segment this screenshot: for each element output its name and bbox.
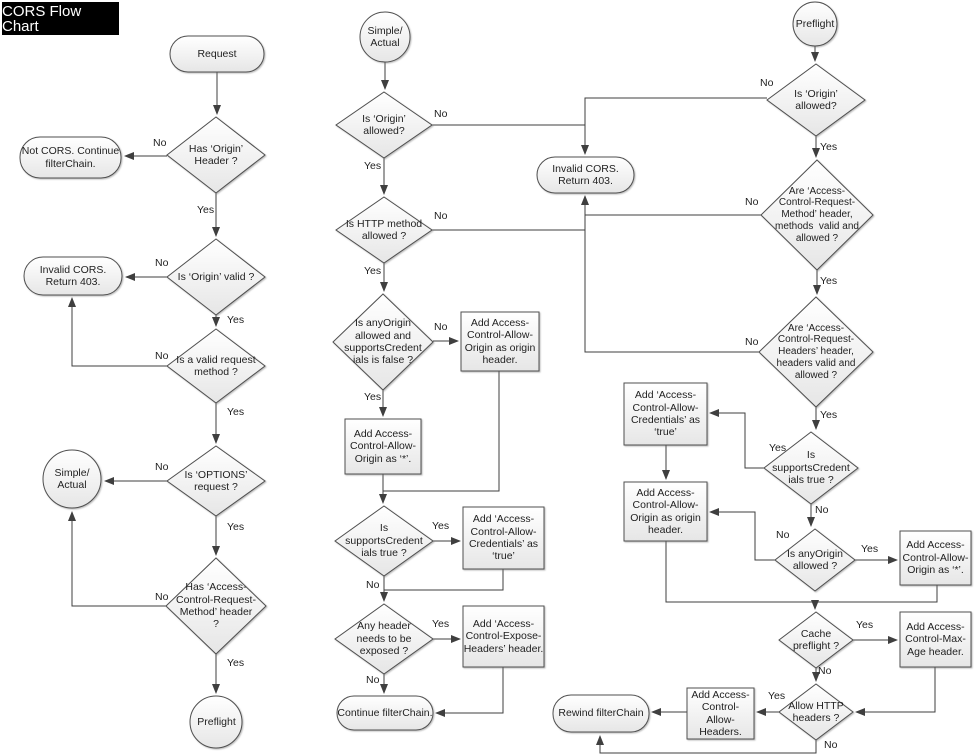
node-origin-allowed-mid: Is ‘Origin’ allowed? xyxy=(362,112,406,137)
node-options-request: Is ‘OPTIONS’ request ? xyxy=(184,468,248,493)
shape-not-cors-terminator xyxy=(20,137,121,178)
shape-rewind-filterchain-terminator xyxy=(553,695,649,732)
shape-http-allowed-diamond xyxy=(336,197,432,263)
node-not-cors: Not CORS. Continue filterChain. xyxy=(21,145,120,170)
shape-add-origin-header-box-right xyxy=(624,482,707,541)
shape-has-acrm-diamond xyxy=(166,558,266,654)
node-simple-actual-left: Simple/ Actual xyxy=(54,466,90,491)
node-invalid-cors-left: Invalid CORS. Return 403. xyxy=(39,263,107,288)
node-acrm-valid: Are ‘Access- Control-Request- Method’ header, methods valid and allowed ? xyxy=(775,185,859,244)
edge-label-no: No xyxy=(745,196,759,208)
shape-anyorigin-credentials-diamond xyxy=(333,294,433,390)
shape-add-credentials-box-mid xyxy=(463,507,544,569)
edge-label-yes: Yes xyxy=(820,141,838,153)
edge-label-no: No xyxy=(366,674,380,686)
edge-label-yes: Yes xyxy=(227,521,245,533)
shape-options-request-diamond xyxy=(167,446,265,516)
shape-invalid-cors-terminator-mid xyxy=(537,157,634,193)
edge-label-no: No xyxy=(153,137,167,149)
edge-label-yes: Yes xyxy=(364,265,382,277)
edge-label-no: No xyxy=(824,739,838,751)
edge-label-no: No xyxy=(434,321,448,333)
node-preflight-right: Preflight xyxy=(795,17,835,30)
shape-layer xyxy=(20,2,971,748)
shape-add-expose-headers-box xyxy=(463,606,544,667)
shape-invalid-cors-terminator-left xyxy=(24,257,122,295)
node-has-origin-header: Has ‘Origin’ Header ? xyxy=(188,142,244,167)
edge-label-no: No xyxy=(434,108,448,120)
edge-label-yes: Yes xyxy=(432,618,450,630)
node-http-allowed: Is HTTP method allowed ? xyxy=(345,217,423,242)
edge-label-no: No xyxy=(818,665,832,677)
node-anyorigin-credentials: Is anyOrigin allowed and supportsCredent ials is false ? xyxy=(344,317,422,367)
node-add-expose-headers: Add ‘Access- Control-Expose- Headers’ header. xyxy=(463,617,544,655)
node-add-origin-header-mid: Add Access- Control-Allow- Origin as origin header. xyxy=(464,316,536,366)
shape-supports-credentials-diamond-mid xyxy=(335,506,433,576)
shape-has-origin-diamond xyxy=(167,117,265,193)
edge-label-yes: Yes xyxy=(227,314,245,326)
node-origin-allowed-right: Is ‘Origin’ allowed? xyxy=(794,87,838,112)
node-valid-method: Is a valid request method ? xyxy=(176,353,256,378)
node-continue-filterchain: Continue filterChain. xyxy=(337,706,433,719)
shape-preflight-circle-left xyxy=(190,696,242,748)
shape-add-origin-star-box-mid xyxy=(345,419,421,474)
node-origin-valid: Is ‘Origin’ valid ? xyxy=(177,270,255,283)
shape-acrm-valid-diamond xyxy=(761,160,873,270)
edge-label-yes: Yes xyxy=(820,275,838,287)
node-add-origin-star-mid: Add Access- Control-Allow- Origin as ‘*’. xyxy=(350,427,416,465)
shape-origin-allowed-diamond-mid xyxy=(336,92,432,158)
edge-label-no: No xyxy=(776,529,790,541)
edge-label-no: No xyxy=(760,77,774,89)
edge-label-no: No xyxy=(745,336,759,348)
edge-label-yes: Yes xyxy=(856,619,874,631)
shape-continue-filterchain-terminator xyxy=(337,696,433,730)
shape-origin-valid-diamond xyxy=(167,239,265,315)
shape-any-header-exposed-diamond xyxy=(335,604,433,674)
shape-preflight-circle-right xyxy=(793,2,837,46)
shape-add-origin-header-box-mid xyxy=(461,312,539,371)
node-add-credentials-right: Add ‘Access- Control-Allow- Credentials’ as ‘true’ xyxy=(630,389,701,439)
node-add-credentials-mid: Add ‘Access- Control-Allow- Credentials’ as ‘true’ xyxy=(468,513,539,563)
edge-label-yes: Yes xyxy=(197,204,215,216)
node-supports-cred-right: Is supportsCredent ials true ? xyxy=(772,449,850,487)
shape-add-origin-star-box-right xyxy=(900,531,971,585)
shape-add-allow-headers-box xyxy=(687,688,754,739)
edge-label-yes: Yes xyxy=(432,520,450,532)
page-title: CORS Flow Chart xyxy=(2,2,119,35)
shape-allow-http-headers-diamond xyxy=(779,684,853,740)
node-any-header-exposed: Any header needs to be exposed ? xyxy=(356,620,412,658)
node-anyorigin-allowed-right: Is anyOrigin allowed ? xyxy=(786,547,844,572)
shape-add-max-age-box xyxy=(900,612,971,667)
node-preflight-left: Preflight xyxy=(197,715,236,728)
edge-label-yes: Yes xyxy=(227,657,245,669)
edge-label-no: No xyxy=(155,461,169,473)
edge-label-no: No xyxy=(434,210,448,222)
edge-label-yes: Yes xyxy=(769,442,787,454)
edge-label-yes: Yes xyxy=(227,406,245,418)
edge-label-yes: Yes xyxy=(861,543,879,555)
shape-valid-method-diamond xyxy=(167,329,265,403)
edge-label-yes: Yes xyxy=(364,160,382,172)
edge-label-yes: Yes xyxy=(820,409,838,421)
edge-label-yes: Yes xyxy=(768,690,786,702)
node-add-origin-star-right: Add Access- Control-Allow- Origin as ‘*’. xyxy=(902,539,969,577)
edge-label-no: No xyxy=(815,504,829,516)
node-cache-preflight: Cache preflight ? xyxy=(792,627,840,652)
edge-label-no: No xyxy=(155,257,169,269)
shape-add-credentials-box-right xyxy=(624,383,707,445)
shape-origin-allowed-diamond-right xyxy=(767,64,865,136)
node-add-max-age: Add Access- Control-Max- Age header. xyxy=(905,620,966,658)
node-add-origin-header-right: Add Access- Control-Allow- Origin as origin header. xyxy=(630,486,701,536)
shape-request-terminator xyxy=(170,36,264,72)
node-supports-cred-mid: Is supportsCredent ials true ? xyxy=(345,522,423,560)
shape-cache-preflight-diamond xyxy=(779,612,853,668)
edge-label-no: No xyxy=(155,591,169,603)
shape-simple-actual-circle-left xyxy=(43,450,101,508)
edge-label-yes: Yes xyxy=(364,391,382,403)
node-acrh-valid: Are ‘Access- Control-Request- Headers’ header, headers valid and allowed ? xyxy=(776,322,856,381)
node-invalid-cors-mid: Invalid CORS. Return 403. xyxy=(552,162,619,187)
edge-label-no: No xyxy=(155,350,169,362)
node-allow-http-headers: Allow HTTP headers ? xyxy=(788,699,844,724)
node-rewind-filterchain: Rewind filterChain xyxy=(558,707,644,720)
edge-label-no: No xyxy=(366,579,380,591)
node-has-acrm: Has ‘Access- Control-Request- Method’ header ? xyxy=(176,581,256,631)
node-add-allow-headers: Add Access- Control- Allow- Headers. xyxy=(691,688,750,738)
node-simple-actual-mid: Simple/ Actual xyxy=(367,24,403,49)
shape-acrh-valid-diamond xyxy=(759,297,873,407)
node-request: Request xyxy=(197,47,237,60)
shape-simple-actual-circle-mid xyxy=(360,12,410,62)
